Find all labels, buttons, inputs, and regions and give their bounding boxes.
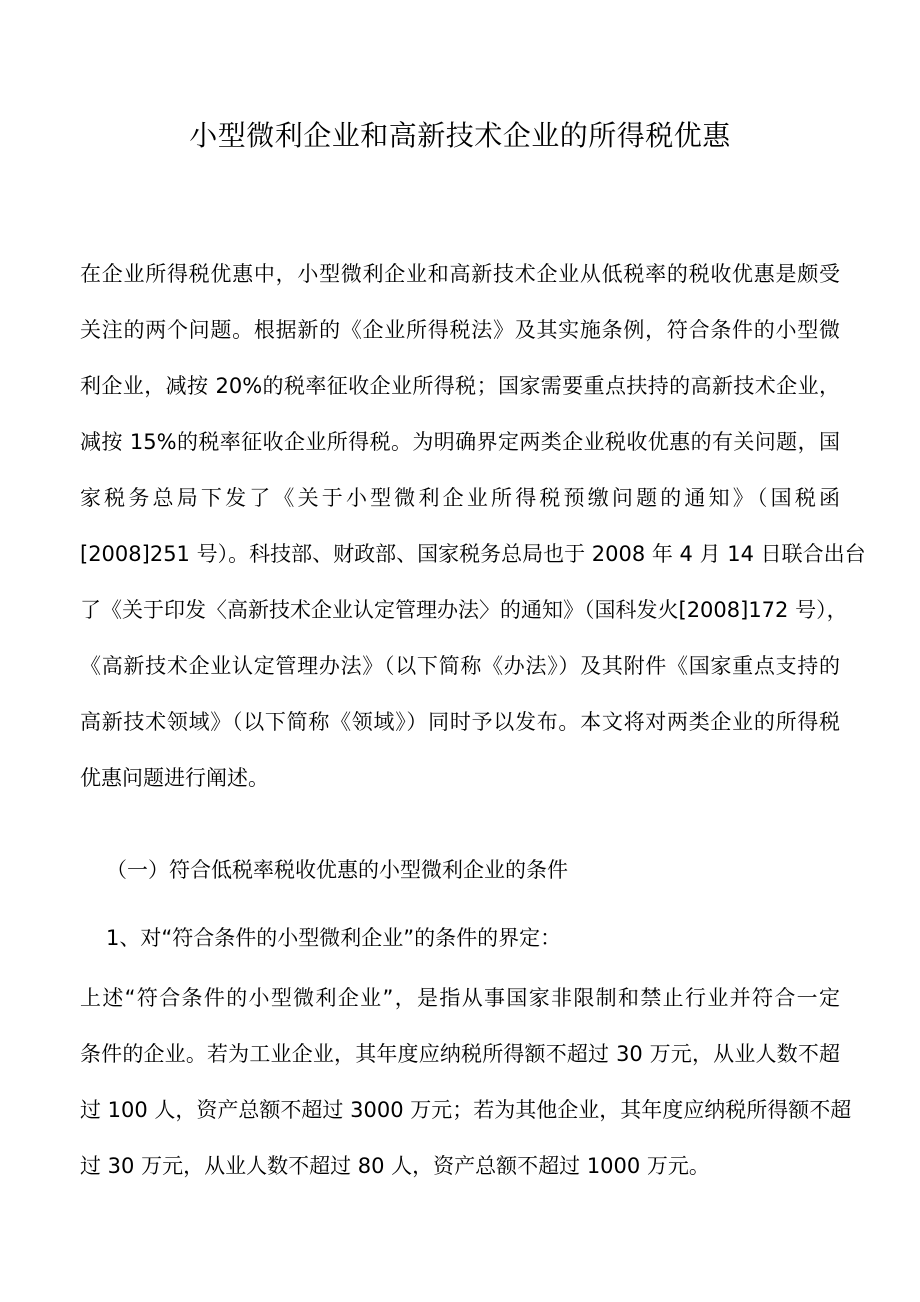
paragraph-line: 优惠问题进行阐述。 <box>80 766 269 790</box>
paragraph-line: 在企业所得税优惠中，小型微利企业和高新技术企业从低税率的税收优惠是颇受 <box>80 262 840 286</box>
intro-paragraph <box>80 246 866 806</box>
subsection-heading <box>106 910 806 966</box>
paragraph-line: 条件的企业。若为工业企业，其年度应纳税所得额不超过 30 万元，从业人数不超 <box>80 1042 840 1066</box>
definition-paragraph <box>80 970 852 1194</box>
paragraph-line: 减按 15%的税率征收企业所得税。为明确界定两类企业税收优惠的有关问题，国 <box>80 430 840 454</box>
document-title: 小型微利企业和高新技术企业的所得税优惠 <box>189 119 731 152</box>
paragraph-line: 了《关于印发〈高新技术企业认定管理办法〉的通知》（国科发火[2008]172 号）， <box>80 598 848 622</box>
paragraph-line: 关注的两个问题。根据新的《企业所得税法》及其实施条例，符合条件的小型微 <box>80 318 840 342</box>
section-heading <box>106 842 806 898</box>
section-heading-text: （一）符合低税率税收优惠的小型微利企业的条件 <box>106 858 568 882</box>
paragraph-line: 家税务总局下发了《关于小型微利企业所得税预缴问题的通知》（国税函 <box>80 486 840 510</box>
paragraph-line: 利企业，减按 20%的税率征收企业所得税；国家需要重点扶持的高新技术企业， <box>80 374 840 398</box>
paragraph-line: 上述“符合条件的小型微利企业”，是指从事国家非限制和禁止行业并符合一定 <box>80 986 840 1010</box>
paragraph-line: 过 30 万元，从业人数不超过 80 人，资产总额不超过 1000 万元。 <box>80 1154 710 1178</box>
paragraph-line: 高新技术领域》（以下简称《领域》）同时予以发布。本文将对两类企业的所得税 <box>80 710 840 734</box>
paragraph-line: [2008]251 号）。科技部、财政部、国家税务总局也于 2008 年 4 月 14 日联合出台 <box>80 542 866 566</box>
subsection-heading-text: 1、对“符合条件的小型微利企业”的条件的界定： <box>106 926 562 950</box>
paragraph-line: 过 100 人，资产总额不超过 3000 万元；若为其他企业，其年度应纳税所得额不超 <box>80 1098 852 1122</box>
paragraph-line: 《高新技术企业认定管理办法》（以下简称《办法》）及其附件《国家重点支持的 <box>80 654 840 678</box>
